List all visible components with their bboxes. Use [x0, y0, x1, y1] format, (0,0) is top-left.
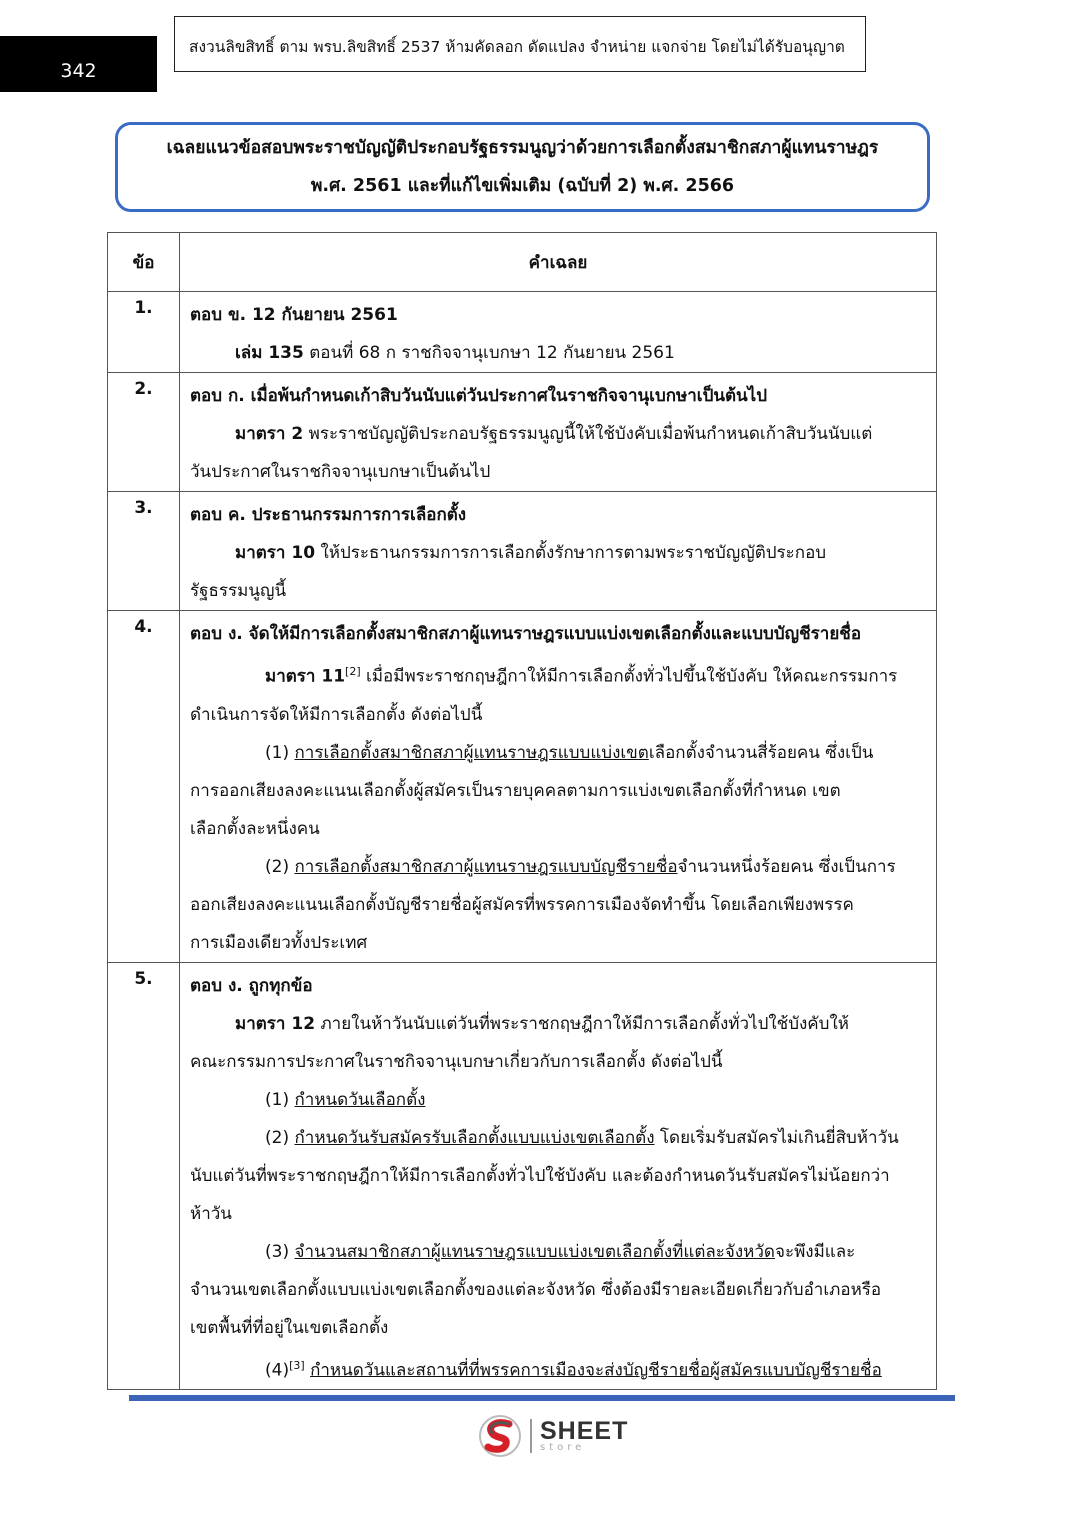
footer-divider [129, 1395, 955, 1401]
item-underlined: การเลือกตั้งสมาชิกสภาผู้แทนราษฎรแบบแบ่งเขต [294, 742, 649, 763]
item-number: (1) [265, 742, 295, 763]
explanation-line: คณะกรรมการประกาศในราชกิจจานุเบกษาเกี่ยวกับการเลือกตั้ง ดังต่อไปนี้ [190, 1051, 723, 1072]
answer-cell [180, 373, 937, 492]
column-header-answer: คำเฉลย [180, 233, 937, 292]
answer-cell [180, 492, 937, 611]
row-number: 4. [108, 611, 180, 963]
item-line: นับแต่วันที่พระราชกฤษฎีกาให้มีการเลือกตั้งทั่วไปใช้บังคับ และต้องกำหนดวันรับสมัครไม่น้อยกว่า [190, 1165, 890, 1186]
row-number: 3. [108, 492, 180, 611]
title-line-2: พ.ศ. 2561 และที่แก้ไขเพิ่มเติม (ฉบับที่ 2) พ.ศ. 2566 [310, 176, 735, 196]
item-number: (2) [265, 1127, 295, 1148]
answer-line: ตอบ ง. จัดให้มีการเลือกตั้งสมาชิกสภาผู้แทนราษฎรแบบแบ่งเขตเลือกตั้งและแบบบัญชีรายชื่อ [190, 624, 862, 644]
item-line [190, 1119, 926, 1157]
item-line: เลือกตั้งละหนึ่งคน [190, 818, 320, 839]
table-row [108, 492, 937, 611]
answer-cell [180, 611, 937, 963]
item-line: จำนวนเขตเลือกตั้งแบบแบ่งเขตเลือกตั้งของแต่ละจังหวัด ซึ่งต้องมีรายละเอียดเกี่ยวกับอำเภอหรือ [190, 1279, 882, 1300]
item-text: จำนวนหนึ่งร้อยคน ซึ่งเป็นการ [677, 856, 896, 877]
table-header [108, 233, 937, 292]
table-row [108, 292, 937, 373]
logo-s-icon [478, 1414, 522, 1458]
row-number: 1. [108, 292, 180, 373]
answer-line: ตอบ ข. 12 กันยายน 2561 [190, 305, 398, 325]
logo-sub: store [540, 1442, 586, 1453]
table-row [108, 962, 937, 1390]
explanation-text: พระราชบัญญัติประกอบรัฐธรรมนูญนี้ให้ใช้บังคับเมื่อพ้นกำหนดเก้าสิบวันนับแต่ [303, 424, 873, 444]
sheet-store-logo [478, 1414, 628, 1458]
explanation-line [190, 334, 926, 372]
answer-cell [180, 292, 937, 373]
title-line-1: เฉลยแนวข้อสอบพระราชบัญญัติประกอบรัฐธรรมนูญว่าด้วยการเลือกตั้งสมาชิกสภาผู้แทนราษฎร [166, 138, 879, 158]
item-line: เขตพื้นที่ที่อยู่ในเขตเลือกตั้ง [190, 1317, 389, 1338]
item-underlined: การเลือกตั้งสมาชิกสภาผู้แทนราษฎรแบบบัญชีรายชื่อ [294, 856, 678, 877]
item-text: เลือกตั้งจำนวนสี่ร้อยคน ซึ่งเป็น [648, 742, 874, 763]
footnote-ref: [2] [345, 665, 361, 678]
explanation-line [190, 534, 926, 572]
table-row [108, 611, 937, 963]
section-ref: มาตรา 2 [235, 424, 304, 444]
section-ref: มาตรา 10 [235, 543, 316, 563]
explanation-text: ให้ประธานกรรมการการเลือกตั้งรักษาการตามพระราชบัญญัติประกอบ [315, 543, 827, 563]
item-underlined: กำหนดวันเลือกตั้ง [294, 1089, 426, 1110]
item-text: โดยเริ่มรับสมัครไม่เกินยี่สิบห้าวัน [654, 1127, 899, 1148]
explanation-text: เมื่อมีพระราชกฤษฎีกาให้มีการเลือกตั้งทั่วไปขึ้นใช้บังคับ ให้คณะกรรมการ [360, 666, 898, 687]
item-number: (1) [265, 1089, 295, 1110]
item-underlined: จำนวนสมาชิกสภาผู้แทนราษฎรแบบแบ่งเขตเลือกตั้งที่แต่ละจังหวัด [294, 1241, 775, 1262]
answer-line: ตอบ ค. ประธานกรรมการการเลือกตั้ง [190, 505, 467, 525]
section-ref: มาตรา 11 [265, 666, 346, 687]
item-underlined: กำหนดวันและสถานที่ที่พรรคการเมืองจะส่งบัญชีรายชื่อผู้สมัครแบบบัญชีรายชื่อ [310, 1360, 882, 1381]
page-number: 342 [0, 36, 157, 92]
item-line: การออกเสียงลงคะแนนเลือกตั้งผู้สมัครเป็นรายบุคคลตามการแบ่งเขตเลือกตั้งที่กำหนด เขต [190, 780, 841, 801]
item-text: จะพึงมีและ [774, 1241, 856, 1262]
section-ref: มาตรา 12 [235, 1013, 316, 1034]
item-line [190, 1347, 926, 1390]
answer-table [107, 232, 937, 1390]
explanation-line: ดำเนินการจัดให้มีการเลือกตั้ง ดังต่อไปนี้ [190, 704, 483, 725]
item-line: ห้าวัน [190, 1203, 232, 1224]
explanation-line: วันประกาศในราชกิจจานุเบกษาเป็นต้นไป [190, 462, 491, 482]
section-ref: เล่ม 135 [235, 343, 304, 363]
item-line [190, 1233, 926, 1271]
item-line: ออกเสียงลงคะแนนเลือกตั้งบัญชีรายชื่อผู้สมัครที่พรรคการเมืองจัดทำขึ้น โดยเลือกเพียงพรรค [190, 894, 854, 915]
item-number: (3) [265, 1241, 295, 1262]
document-title [115, 122, 930, 212]
item-underlined: กำหนดวันรับสมัครรับเลือกตั้งแบบแบ่งเขตเลือกตั้ง [294, 1127, 655, 1148]
row-number: 5. [108, 962, 180, 1390]
logo-text [530, 1419, 628, 1453]
answer-line: ตอบ ก. เมื่อพ้นกำหนดเก้าสิบวันนับแต่วันประกาศในราชกิจจานุเบกษาเป็นต้นไป [190, 386, 768, 406]
explanation-line: รัฐธรรมนูญนี้ [190, 581, 287, 601]
logo-word: SHEET [540, 1417, 629, 1445]
item-number: (2) [265, 856, 295, 877]
copyright-notice: สงวนลิขสิทธิ์ ตาม พรบ.ลิขสิทธิ์ 2537 ห้ามคัดลอก ดัดแปลง จำหน่าย แจกจ่าย โดยไม่ได้รับอนุญาต [174, 16, 866, 72]
row-number: 2. [108, 373, 180, 492]
item-line [190, 734, 926, 772]
item-line [190, 1081, 926, 1119]
item-line: การเมืองเดียวทั้งประเทศ [190, 932, 368, 953]
item-number: (4) [265, 1360, 290, 1381]
answer-cell [180, 962, 937, 1390]
explanation-line [190, 415, 926, 453]
explanation-text: ภายในห้าวันนับแต่วันที่พระราชกฤษฎีกาให้มีการเลือกตั้งทั่วไปใช้บังคับให้ [315, 1013, 849, 1034]
item-line [190, 848, 926, 886]
explanation-line [190, 1005, 926, 1043]
explanation-text: ตอนที่ 68 ก ราชกิจจานุเบกษา 12 กันยายน 2561 [303, 343, 675, 363]
answer-line: ตอบ ง. ถูกทุกข้อ [190, 975, 313, 996]
table-row [108, 373, 937, 492]
footnote-ref: [3] [289, 1358, 305, 1372]
explanation-line [190, 653, 926, 696]
column-header-no: ข้อ [108, 233, 180, 292]
